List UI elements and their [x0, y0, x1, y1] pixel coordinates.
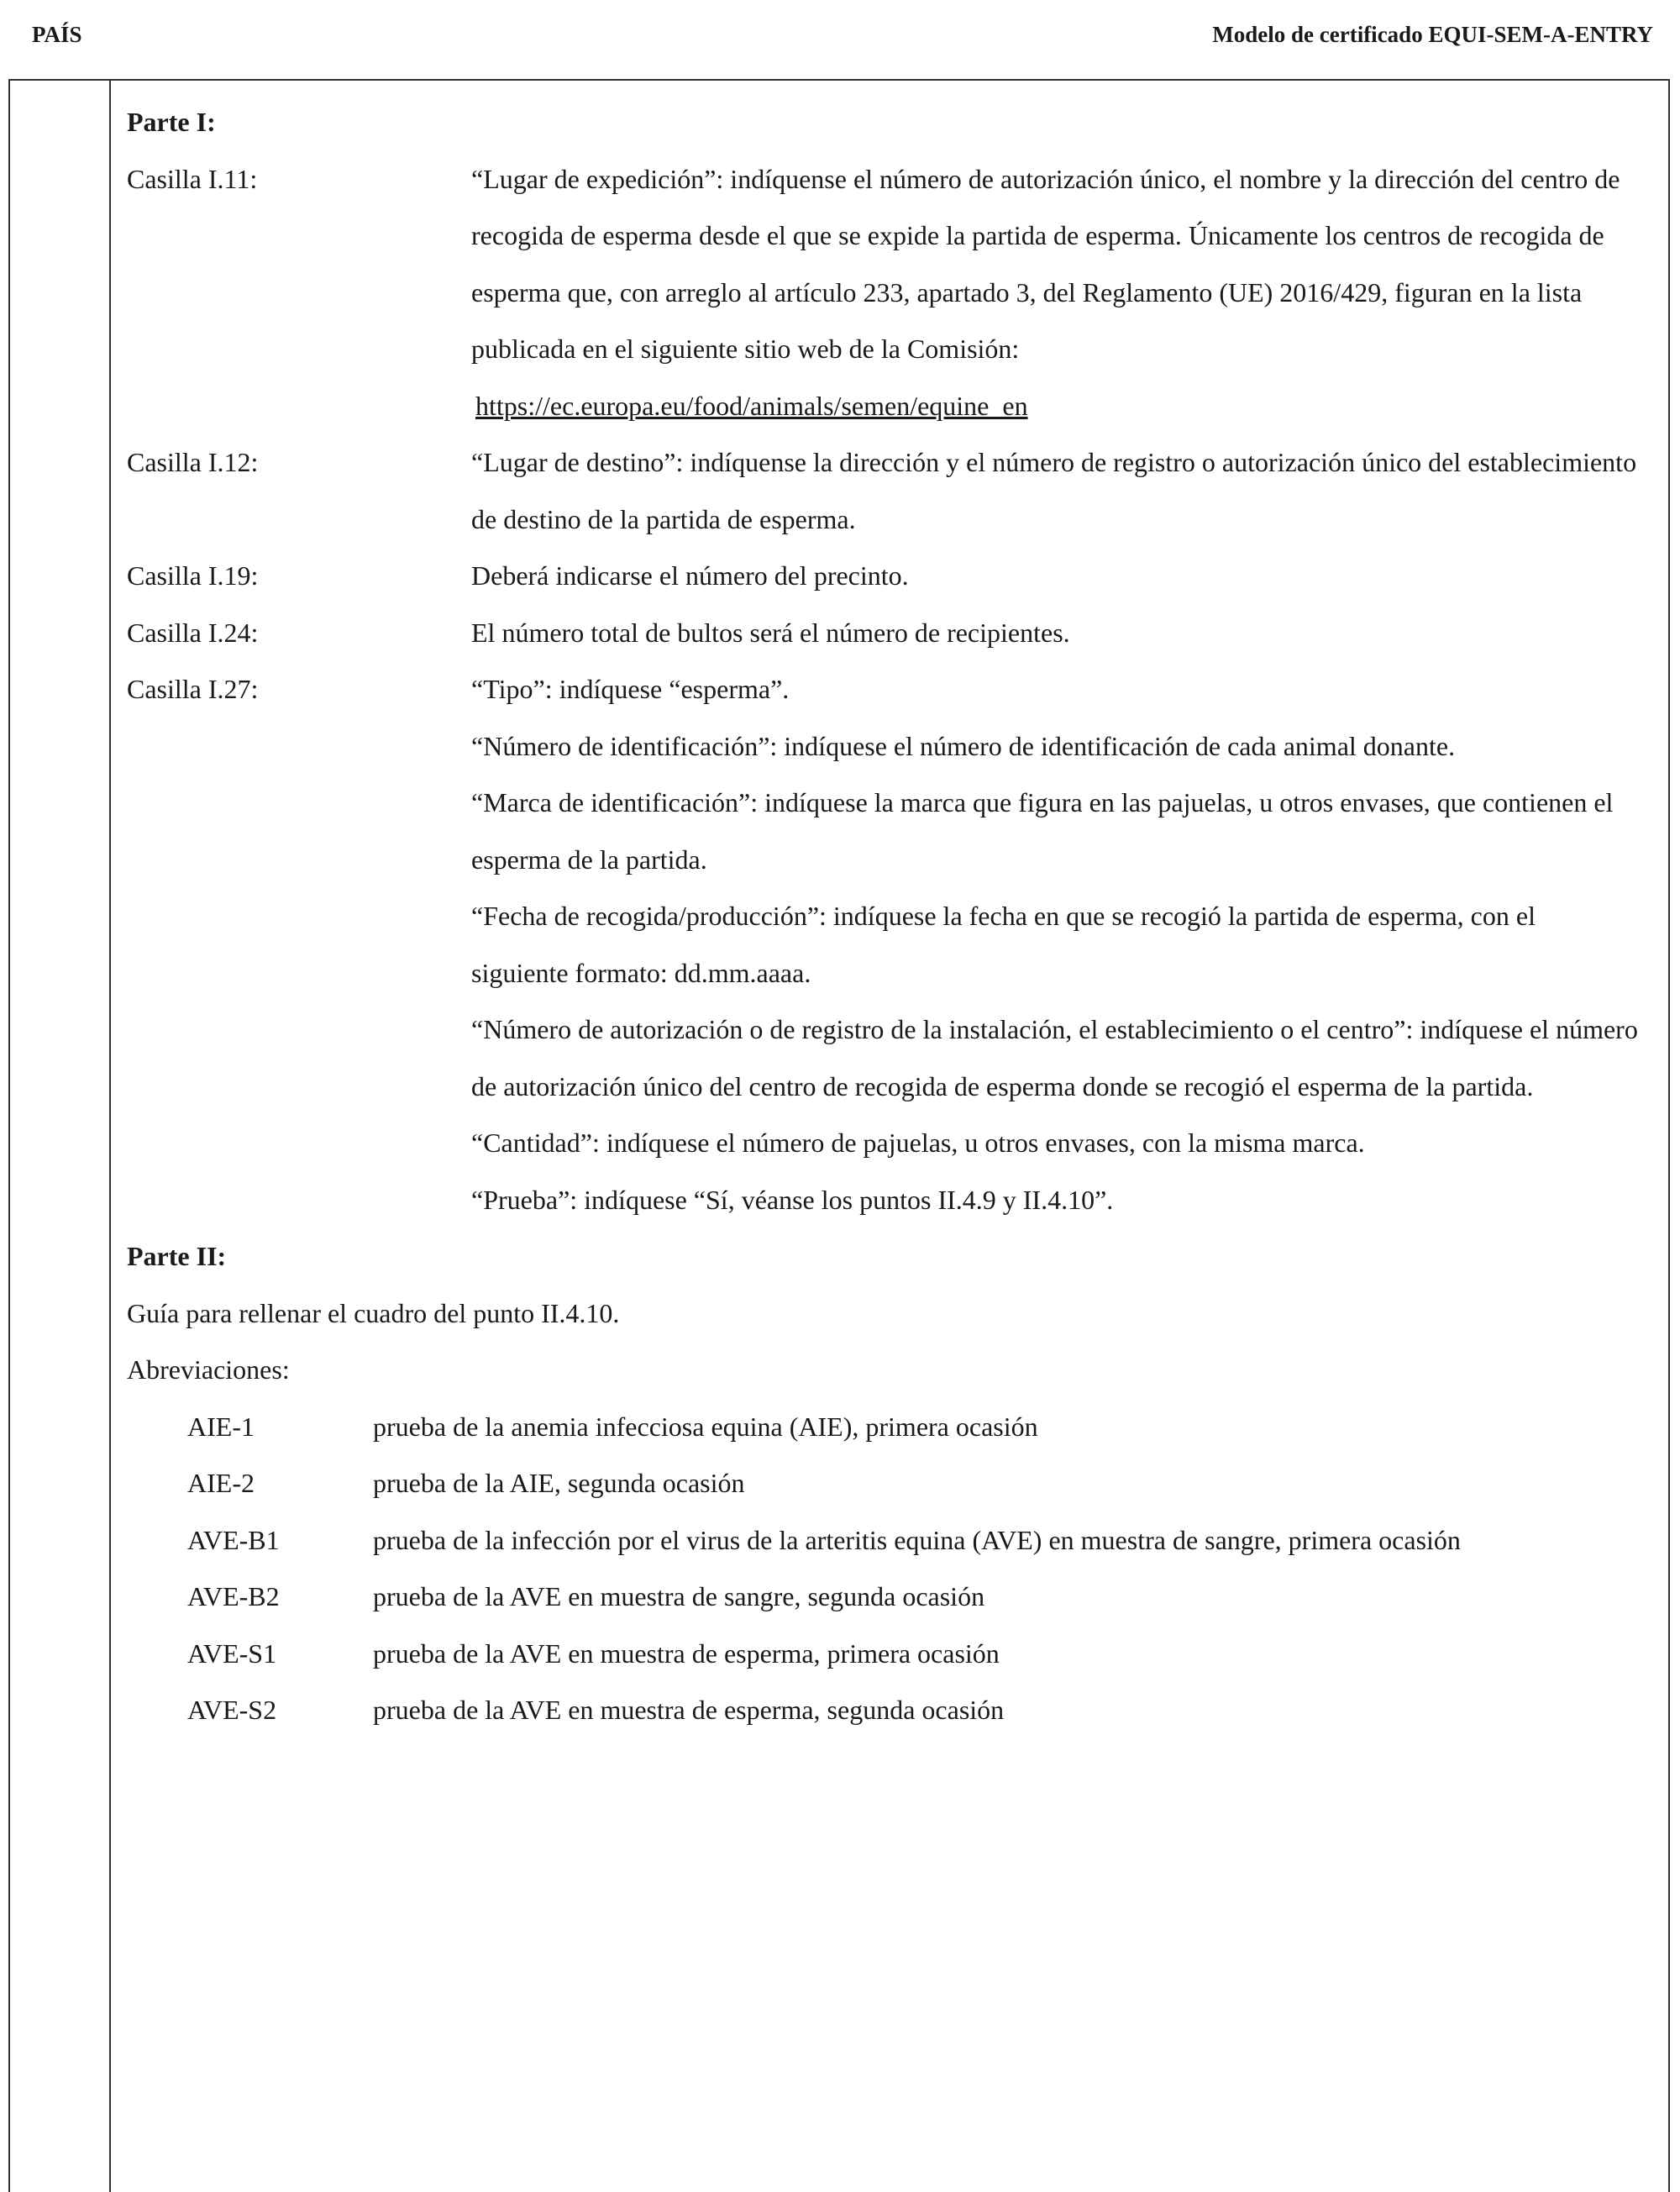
- part1-title: Parte I:: [127, 107, 216, 137]
- box-body: [471, 605, 1639, 662]
- box-paragraph: “Número de identificación”: indíquese el número de identificación de cada animal donante.: [471, 730, 1456, 761]
- abbreviation-row: [127, 1682, 1639, 1739]
- box-label: Casilla I.19:: [127, 560, 259, 591]
- box-body: [471, 661, 1639, 1228]
- abbreviations-title: Abreviaciones:: [127, 1354, 290, 1385]
- box-label: Casilla I.12:: [127, 447, 259, 477]
- box-row: [127, 434, 1639, 548]
- header-country: PAÍS: [32, 22, 82, 47]
- part2-guide: Guía para rellenar el cuadro del punto II.4.10.: [127, 1297, 620, 1328]
- box-label: Casilla I.27:: [127, 674, 259, 704]
- abbreviation-code: AVE-S2: [187, 1695, 277, 1725]
- box-body: [471, 548, 1639, 605]
- box-row: [127, 605, 1639, 662]
- box-paragraph: Deberá indicarse el número del precinto.: [471, 560, 909, 591]
- box-row: [127, 548, 1639, 605]
- abbreviation-description: prueba de la infección por el virus de la arteritis equina (AVE) en muestra de sangre, primera ocasión: [373, 1524, 1461, 1555]
- abbreviation-description: prueba de la AIE, segunda ocasión: [373, 1468, 745, 1498]
- abbreviation-description: prueba de la AVE en muestra de esperma, segunda ocasión: [373, 1695, 1005, 1725]
- abbreviation-description: prueba de la AVE en muestra de esperma, primera ocasión: [373, 1637, 1000, 1669]
- box-paragraph: “Número de autorización o de registro de la instalación, el establecimiento o el centro”: indíquese el número de autorización único del centro de recogida de esperma donde se recogió el esperma de la partida.: [471, 1014, 1638, 1101]
- box-paragraph: “Fecha de recogida/producción”: indíquese la fecha en que se recogió la partida de esperma, con el siguiente formato: dd.mm.aaaa.: [471, 901, 1536, 988]
- box-paragraph: “Lugar de destino”: indíquense la dirección y el número de registro o autorización único del establecimiento de destino de la partida de esperma.: [471, 447, 1637, 534]
- box-paragraph: “Cantidad”: indíquese el número de pajuelas, u otros envases, con la misma marca.: [471, 1128, 1365, 1158]
- box-paragraph: “Tipo”: indíquese “esperma”.: [471, 674, 790, 704]
- box-row: [127, 151, 1639, 435]
- abbreviation-code: AVE-B2: [187, 1581, 280, 1611]
- document-body: [127, 94, 1639, 1739]
- abbreviation-code: AIE-1: [187, 1411, 255, 1442]
- abbreviation-code: AVE-S1: [187, 1637, 277, 1669]
- margin-divider: [109, 79, 111, 2192]
- abbreviation-code: AIE-2: [187, 1468, 255, 1498]
- abbreviation-row: [127, 1569, 1639, 1626]
- part2-title: Parte II:: [127, 1241, 227, 1271]
- abbreviation-row: [127, 1512, 1639, 1569]
- header-model: Modelo de certificado EQUI-SEM-A-ENTRY: [1212, 22, 1653, 47]
- box-body: [471, 151, 1639, 435]
- box-label: Casilla I.11:: [127, 163, 258, 194]
- box-paragraph: “Prueba”: indíquese “Sí, véanse los puntos II.4.9 y II.4.10”.: [471, 1184, 1114, 1215]
- box-paragraph: “Marca de identificación”: indíquese la marca que figura en las pajuelas, u otros envases, que contienen el esperma de la partida.: [471, 787, 1614, 875]
- abbreviation-row: [127, 1455, 1639, 1512]
- abbreviation-code: AVE-B1: [187, 1524, 280, 1555]
- abbreviation-row: [127, 1626, 1639, 1683]
- box-label: Casilla I.24:: [127, 617, 259, 648]
- box-row: [127, 661, 1639, 1228]
- box-paragraph: “Lugar de expedición”: indíquense el número de autorización único, el nombre y la dirección del centro de recogida de esperma desde el que se expide la partida de esperma. Únicamente los centros de recogida de esperma que, con arreglo al artículo 233, apartado 3, del Reglamento (UE) 2016/429, figuran en la lista publicada en el siguiente sitio web de la Comisión:: [471, 163, 1620, 364]
- abbreviation-description: prueba de la anemia infecciosa equina (AIE), primera ocasión: [373, 1411, 1038, 1442]
- box-body: [471, 434, 1639, 548]
- abbreviation-description: prueba de la AVE en muestra de sangre, segunda ocasión: [373, 1581, 985, 1611]
- abbreviation-row: [127, 1399, 1639, 1456]
- commission-link[interactable]: [471, 378, 1639, 435]
- commission-link-text[interactable]: https://ec.europa.eu/food/animals/semen/equine_en: [475, 390, 1028, 421]
- box-paragraph: El número total de bultos será el número de recipientes.: [471, 617, 1070, 648]
